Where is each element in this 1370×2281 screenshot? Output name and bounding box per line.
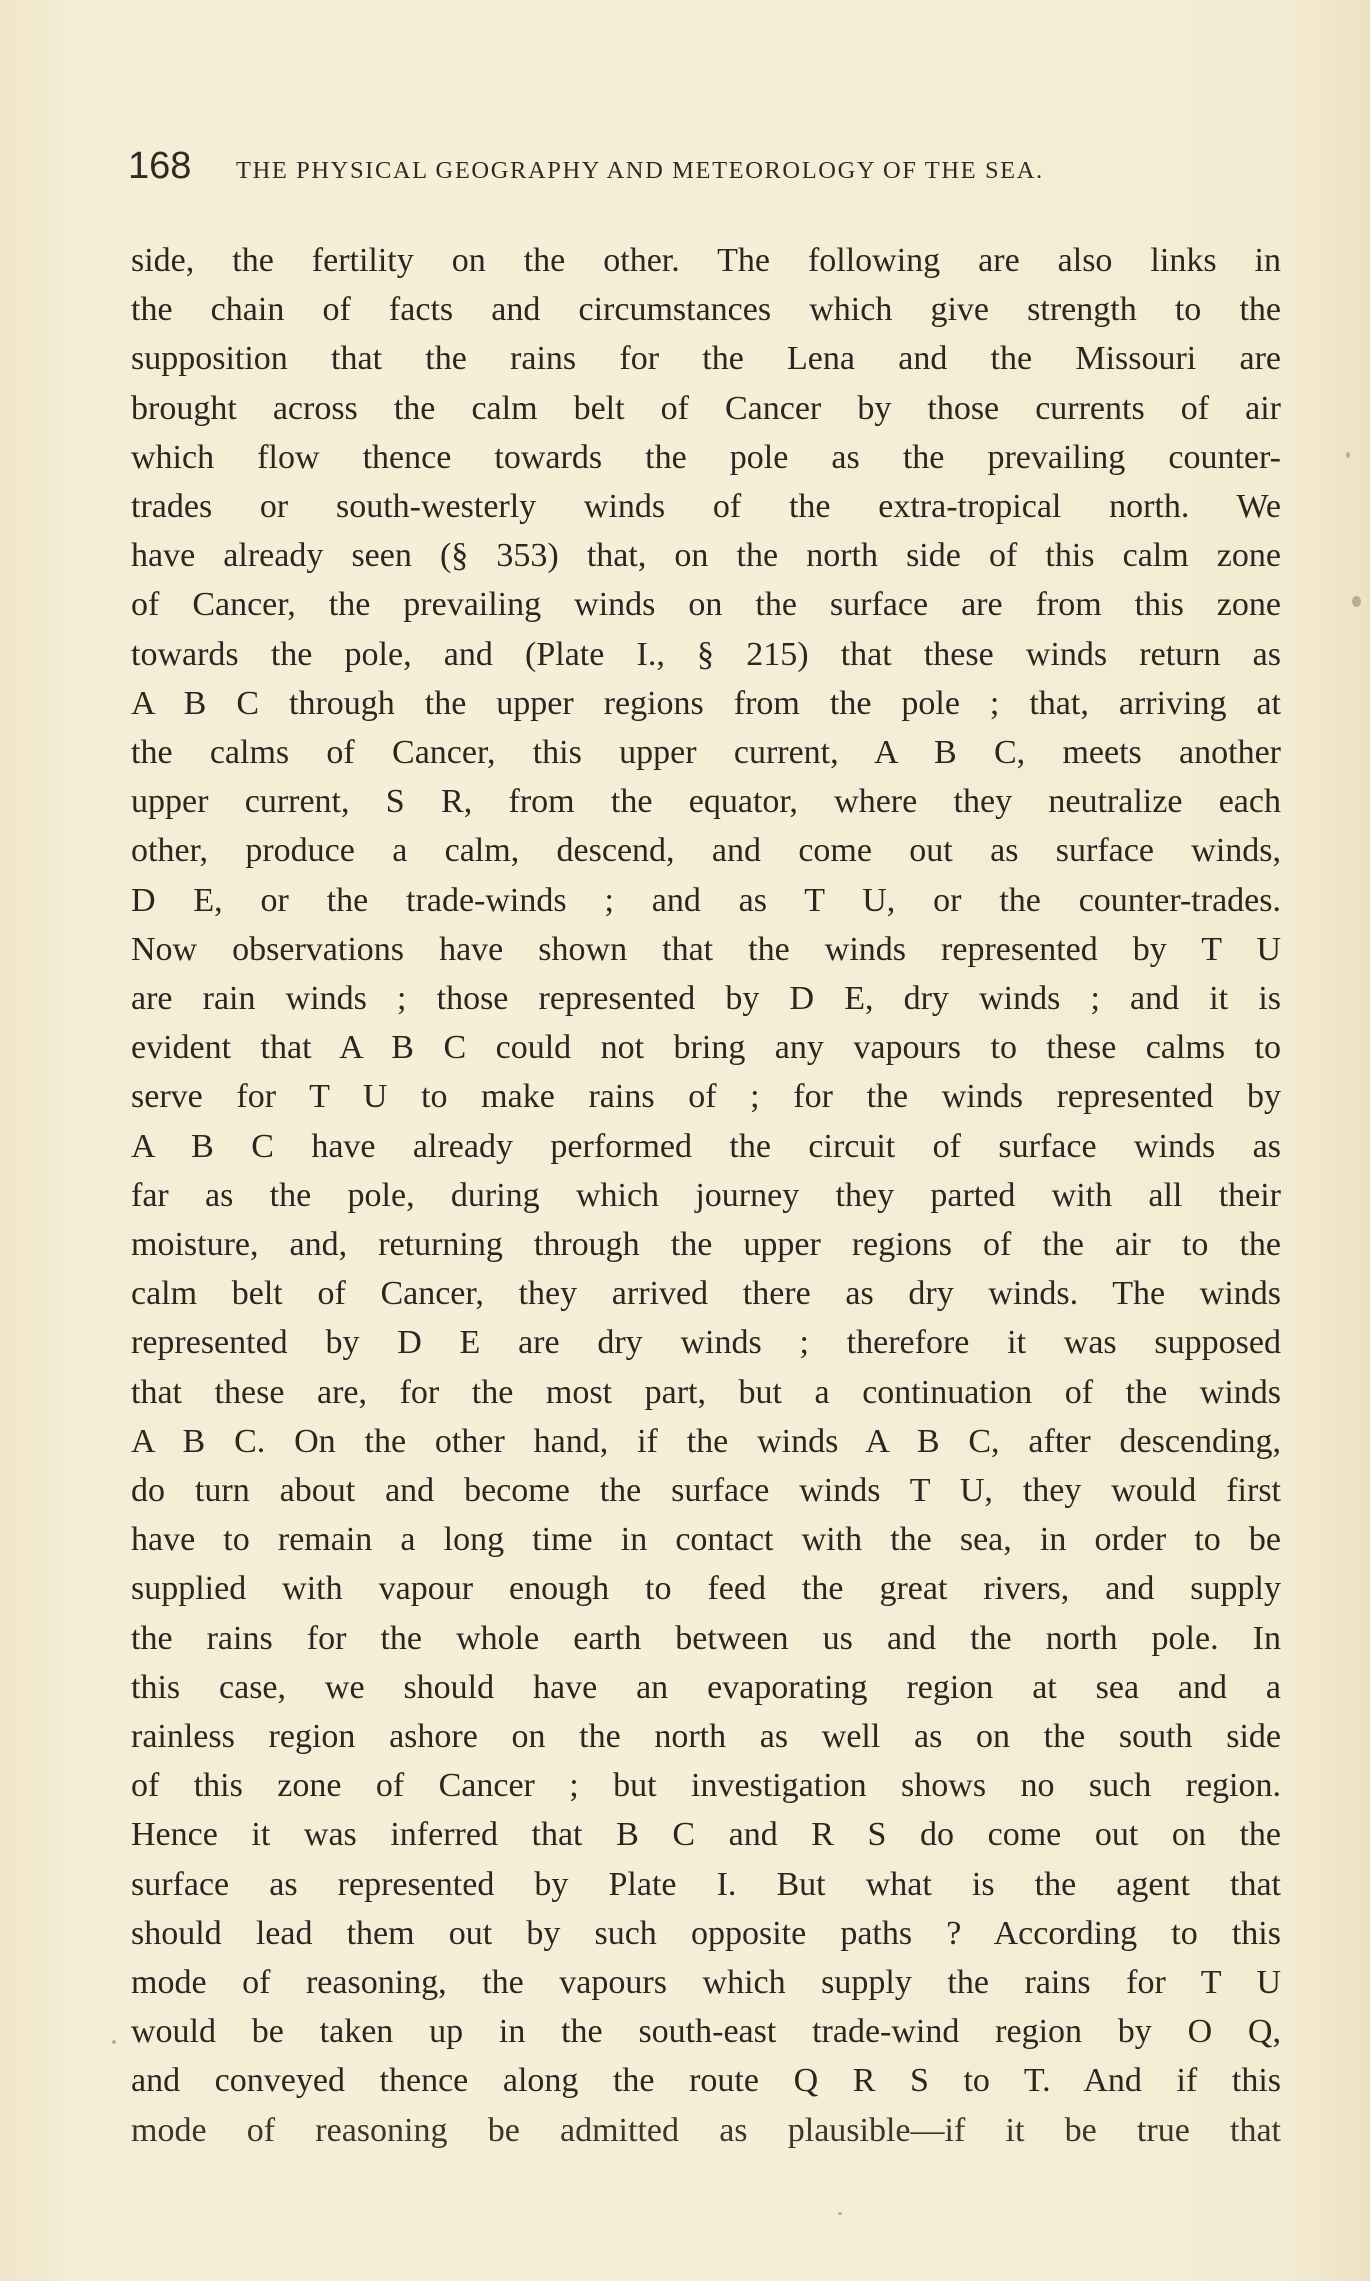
- text-line: supposition that the rains for the Lena and the Missouri are: [131, 340, 1281, 378]
- text-line: are rain winds ; those represented by D E, dry winds ; and it is: [131, 980, 1281, 1017]
- text-line: trades or south-westerly winds of the extra-tropical north. We: [131, 488, 1281, 525]
- text-line: have already seen (§ 353) that, on the north side of this calm zone: [131, 537, 1281, 575]
- text-line: of Cancer, the prevailing winds on the surface are from this zone: [131, 586, 1281, 624]
- text-line: represented by D E are dry winds ; therefore it was supposed: [131, 1324, 1281, 1362]
- text-line: the rains for the whole earth between us and the north pole. In: [131, 1619, 1281, 1657]
- text-line: side, the fertility on the other. The following are also links in: [131, 242, 1281, 279]
- text-line: brought across the calm belt of Cancer by those currents of air: [131, 389, 1281, 427]
- text-line: surface as represented by Plate I. But what is the agent that: [131, 1865, 1281, 1903]
- text-line: supplied with vapour enough to feed the great rivers, and supply: [131, 1570, 1281, 1608]
- text-line: the calms of Cancer, this upper current, A B C, meets another: [131, 734, 1281, 771]
- text-line: mode of reasoning, the vapours which supply the rains for T U: [131, 1964, 1281, 2001]
- text-line: this case, we should have an evaporating region at sea and a: [131, 1668, 1281, 1706]
- text-line: would be taken up in the south-east trade-wind region by O Q,: [131, 2013, 1281, 2051]
- text-line: D E, or the trade-winds ; and as T U, or the counter-trades.: [131, 881, 1281, 919]
- text-line: should lead them out by such opposite paths ? According to this: [131, 1914, 1281, 1952]
- text-line: that these are, for the most part, but a continuation of the winds: [131, 1373, 1281, 1411]
- text-line: which flow thence towards the pole as the prevailing counter-: [131, 438, 1281, 476]
- text-line: A B C have already performed the circuit of surface winds as: [131, 1127, 1281, 1165]
- paper-speck: [1352, 596, 1361, 607]
- page-number: 168: [128, 145, 192, 187]
- text-line: do turn about and become the surface winds T U, they would first: [131, 1472, 1281, 1509]
- paper-speck: [838, 2212, 842, 2215]
- text-line: rainless region ashore on the north as well as on the south side: [131, 1718, 1281, 1755]
- paper-speck: [1346, 452, 1350, 458]
- text-line: A B C through the upper regions from the pole ; that, arriving at: [131, 684, 1281, 722]
- running-head: [128, 146, 1228, 196]
- text-line: serve for T U to make rains of ; for the winds represented by: [131, 1078, 1281, 1116]
- text-line: other, produce a calm, descend, and come out as surface winds,: [131, 832, 1281, 870]
- text-line: calm belt of Cancer, they arrived there as dry winds. The winds: [131, 1275, 1281, 1313]
- paper-speck: [112, 2040, 116, 2044]
- text-line: evident that A B C could not bring any vapours to these calms to: [131, 1029, 1281, 1067]
- text-line: Hence it was inferred that B C and R S do come out on the: [131, 1816, 1281, 1854]
- text-line: upper current, S R, from the equator, where they neutralize each: [131, 783, 1281, 821]
- text-line: towards the pole, and (Plate I., § 215) that these winds return as: [131, 635, 1281, 673]
- text-line: the chain of facts and circumstances which give strength to the: [131, 291, 1281, 329]
- text-line: moisture, and, returning through the upper regions of the air to the: [131, 1226, 1281, 1263]
- text-line: far as the pole, during which journey they parted with all their: [131, 1176, 1281, 1214]
- running-head-title: THE PHYSICAL GEOGRAPHY AND METEOROLOGY OF THE SEA.: [236, 157, 1044, 184]
- text-line: have to remain a long time in contact with the sea, in order to be: [131, 1521, 1281, 1559]
- text-line: A B C. On the other hand, if the winds A B C, after descending,: [131, 1422, 1281, 1460]
- text-line: of this zone of Cancer ; but investigation shows no such region.: [131, 1767, 1281, 1805]
- text-line: and conveyed thence along the route Q R S to T. And if this: [131, 2062, 1281, 2100]
- text-line: Now observations have shown that the winds represented by T U: [131, 930, 1281, 968]
- text-line: mode of reasoning be admitted as plausible—if it be true that: [131, 2111, 1281, 2149]
